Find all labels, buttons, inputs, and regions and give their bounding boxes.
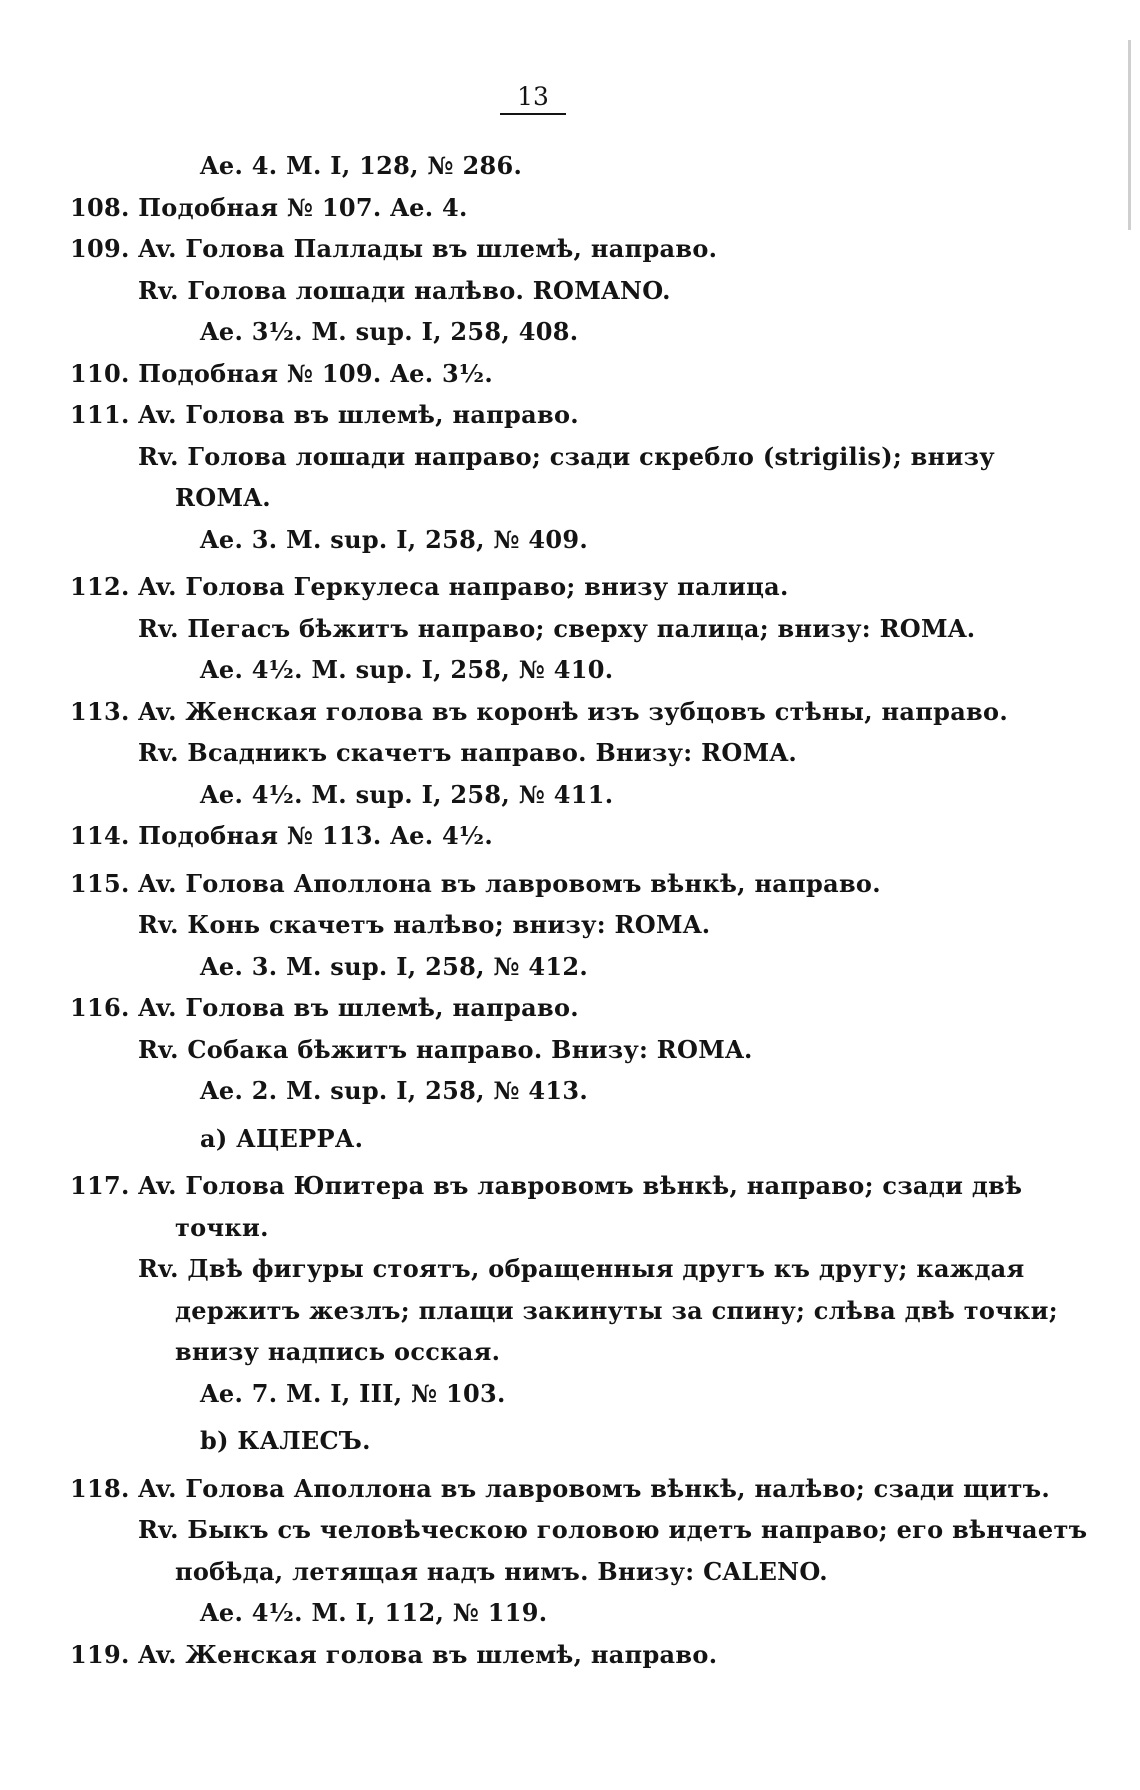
catalog-text bbox=[70, 145, 1088, 1675]
text-line: точки. bbox=[175, 1212, 269, 1242]
text-line: внизу надпись осская. bbox=[175, 1337, 501, 1366]
text-line: Ae. 4½. M. sup. I, 258, № 411. bbox=[200, 779, 614, 809]
text-line: Ae. 4½. M. sup. I, 258, № 410. bbox=[200, 655, 614, 684]
text-line: Ae. 3½. M. sup. I, 258, 408. bbox=[200, 317, 579, 346]
text-line: 108. Подобная № 107. Ae. 4. bbox=[70, 192, 468, 222]
text-line: 111. Av. Голова въ шлемѣ, направо. bbox=[70, 400, 579, 429]
text-line: Ae. 3. M. sup. I, 258, № 409. bbox=[200, 524, 589, 554]
text-line: ROMA. bbox=[175, 483, 271, 512]
text-line: b) КАЛЕСЪ. bbox=[200, 1426, 371, 1455]
text-line: Rv. Конь скачетъ налѣво; внизу: ROMA. bbox=[138, 910, 711, 939]
text-line: 117. Av. Голова Юпитера въ лавровомъ вѣнкѣ, направо; сзади двѣ bbox=[70, 1171, 1023, 1200]
text-line: 118. Av. Голова Аполлона въ лавровомъ вѣнкѣ, налѣво; сзади щитъ. bbox=[70, 1473, 1050, 1503]
text-line: побѣда, летящая надъ нимъ. Внизу: CALENO. bbox=[175, 1556, 828, 1586]
text-line: 114. Подобная № 113. Ae. 4½. bbox=[70, 821, 494, 850]
text-line: Ae. 3. M. sup. I, 258, № 412. bbox=[200, 951, 589, 981]
text-line: 113. Av. Женская голова въ коронѣ изъ зубцовъ стѣны, направо. bbox=[70, 696, 1008, 726]
text-line: Ae. 2. M. sup. I, 258, № 413. bbox=[200, 1076, 589, 1105]
text-line: Rv. Двѣ фигуры стоятъ, обращенныя другъ къ другу; каждая bbox=[138, 1254, 1025, 1283]
text-line: Rv. Голова лошади налѣво. ROMANO. bbox=[138, 275, 671, 305]
text-line: Rv. Пегасъ бѣжитъ направо; сверху палица; внизу: ROMA. bbox=[138, 613, 976, 643]
text-line: 109. Av. Голова Паллады въ шлемѣ, направо. bbox=[70, 234, 718, 263]
page-number: 13 bbox=[500, 82, 566, 115]
page-edge-shadow bbox=[1128, 40, 1131, 230]
text-line: 112. Av. Голова Геркулеса направо; внизу палица. bbox=[70, 572, 789, 601]
text-line: Rv. Быкъ съ человѣческою головою идетъ направо; его вѣнчаетъ bbox=[138, 1515, 1088, 1544]
text-line: 115. Av. Голова Аполлона въ лавровомъ вѣнкѣ, направо. bbox=[70, 868, 881, 898]
text-line: Ae. 4. M. I, 128, № 286. bbox=[200, 151, 523, 180]
text-line: Rv. Голова лошади направо; сзади скребло (strigilis); внизу bbox=[138, 441, 995, 471]
text-line: 116. Av. Голова въ шлемѣ, направо. bbox=[70, 993, 579, 1022]
text-line: Rv. Всадникъ скачетъ направо. Внизу: ROMA. bbox=[138, 738, 798, 767]
text-line: держитъ жезлъ; плащи закинуты за спину; слѣва двѣ точки; bbox=[175, 1295, 1058, 1325]
text-line: Rv. Собака бѣжитъ направо. Внизу: ROMA. bbox=[138, 1034, 753, 1064]
text-line: 110. Подобная № 109. Ae. 3½. bbox=[70, 358, 494, 388]
text-line: a) АЦЕРРА. bbox=[200, 1123, 364, 1153]
text-line: Ae. 4½. M. I, 112, № 119. bbox=[200, 1598, 548, 1627]
text-line: Ae. 7. M. I, III, № 103. bbox=[200, 1378, 506, 1408]
text-line: 119. Av. Женская голова въ шлемѣ, направо. bbox=[70, 1639, 718, 1669]
